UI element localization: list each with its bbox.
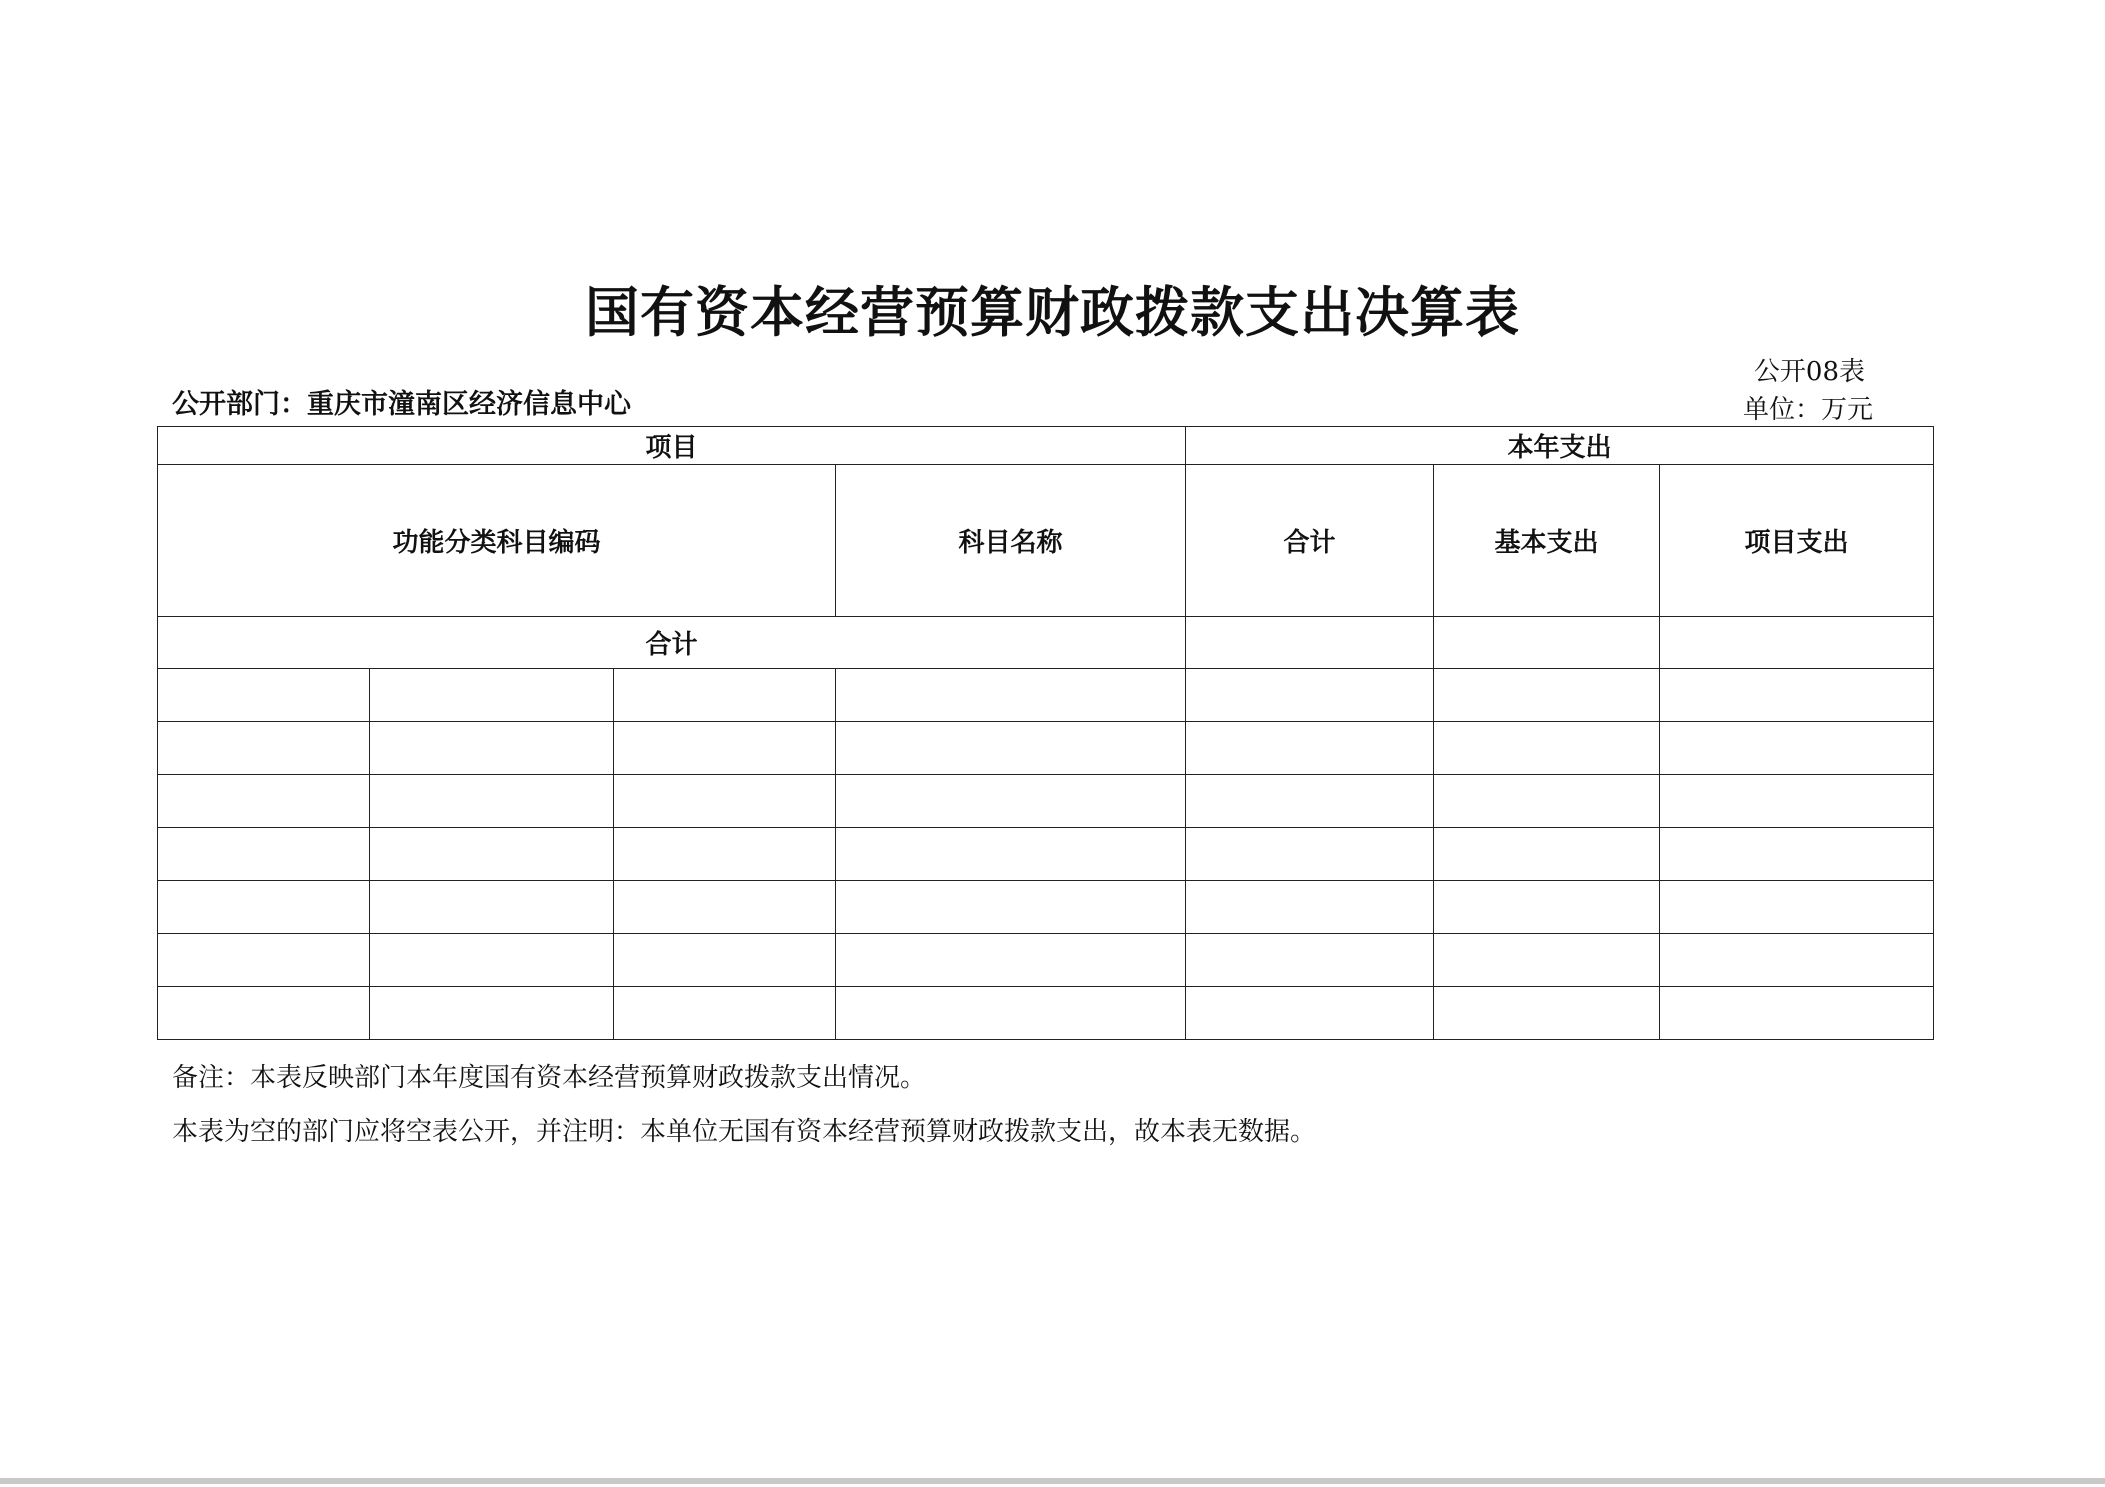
- table-cell: [370, 987, 614, 1040]
- page-title: 国有资本经营预算财政拨款支出决算表: [585, 280, 1520, 344]
- note-line-1: 备注：本表反映部门本年度国有资本经营预算财政拨款支出情况。: [172, 1063, 927, 1093]
- table-cell: [1434, 881, 1660, 934]
- total-row-label: 合计: [158, 617, 1186, 669]
- budget-table: [157, 426, 1934, 1040]
- table-cell: [1186, 987, 1434, 1040]
- table-cell: [370, 669, 614, 722]
- table-cell: [370, 934, 614, 987]
- table-cell: [1660, 669, 1934, 722]
- table-cell: [1660, 775, 1934, 828]
- table-cell: [158, 722, 370, 775]
- table-cell: [1660, 881, 1934, 934]
- table-cell: [158, 987, 370, 1040]
- table-cell: [1186, 722, 1434, 775]
- table-row: [158, 669, 1934, 722]
- table-cell: [1434, 934, 1660, 987]
- table-cell: [836, 881, 1186, 934]
- total-basic-cell: [1434, 617, 1660, 669]
- table-cell: [1186, 934, 1434, 987]
- table-row: [158, 881, 1934, 934]
- table-cell: [614, 987, 836, 1040]
- table-cell: [1186, 775, 1434, 828]
- table-cell: [158, 881, 370, 934]
- table-cell: [1660, 934, 1934, 987]
- note-line-2: 本表为空的部门应将空表公开，并注明：本单位无国有资本经营预算财政拨款支出，故本表无数据。: [172, 1117, 1317, 1147]
- header-function-code: 功能分类科目编码: [158, 465, 836, 617]
- table-cell: [1660, 722, 1934, 775]
- department-label: 公开部门：重庆市潼南区经济信息中心: [172, 389, 631, 420]
- table-cell: [1186, 881, 1434, 934]
- table-cell: [836, 934, 1186, 987]
- table-cell: [1434, 775, 1660, 828]
- header-row-1: [158, 427, 1934, 465]
- table-cell: [158, 934, 370, 987]
- table-cell: [1660, 828, 1934, 881]
- table-cell: [1186, 669, 1434, 722]
- table-cell: [1660, 987, 1934, 1040]
- header-basic-expense: 基本支出: [1434, 465, 1660, 617]
- unit-label: 单位：万元: [1742, 395, 1873, 425]
- header-item: 项目: [158, 427, 1186, 465]
- total-project-cell: [1660, 617, 1934, 669]
- table-cell: [158, 828, 370, 881]
- table-row: [158, 828, 1934, 881]
- header-subject-name: 科目名称: [836, 465, 1186, 617]
- table-cell: [614, 722, 836, 775]
- table-cell: [614, 934, 836, 987]
- table-cell: [614, 775, 836, 828]
- table-cell: [614, 669, 836, 722]
- table-cell: [614, 881, 836, 934]
- table-cell: [836, 669, 1186, 722]
- total-row: [158, 617, 1934, 669]
- table-row: [158, 934, 1934, 987]
- table-cell: [370, 881, 614, 934]
- header-project-expense: 项目支出: [1660, 465, 1934, 617]
- table-cell: [370, 828, 614, 881]
- table-cell: [836, 775, 1186, 828]
- table-cell: [836, 987, 1186, 1040]
- table-cell: [836, 722, 1186, 775]
- table-row: [158, 987, 1934, 1040]
- header-row-2: [158, 465, 1934, 617]
- table-cell: [1186, 828, 1434, 881]
- table-cell: [370, 775, 614, 828]
- table-cell: [1434, 828, 1660, 881]
- header-current-year: 本年支出: [1186, 427, 1934, 465]
- table-number: 公开08表: [1753, 357, 1865, 387]
- table-row: [158, 722, 1934, 775]
- table-cell: [158, 775, 370, 828]
- table-cell: [614, 828, 836, 881]
- total-cell: [1186, 617, 1434, 669]
- table-cell: [1434, 722, 1660, 775]
- header-total: 合计: [1186, 465, 1434, 617]
- table-cell: [370, 722, 614, 775]
- table-cell: [1434, 987, 1660, 1040]
- table-cell: [158, 669, 370, 722]
- table-row: [158, 775, 1934, 828]
- table-cell: [1434, 669, 1660, 722]
- table-cell: [836, 828, 1186, 881]
- page-edge: [0, 1478, 2105, 1484]
